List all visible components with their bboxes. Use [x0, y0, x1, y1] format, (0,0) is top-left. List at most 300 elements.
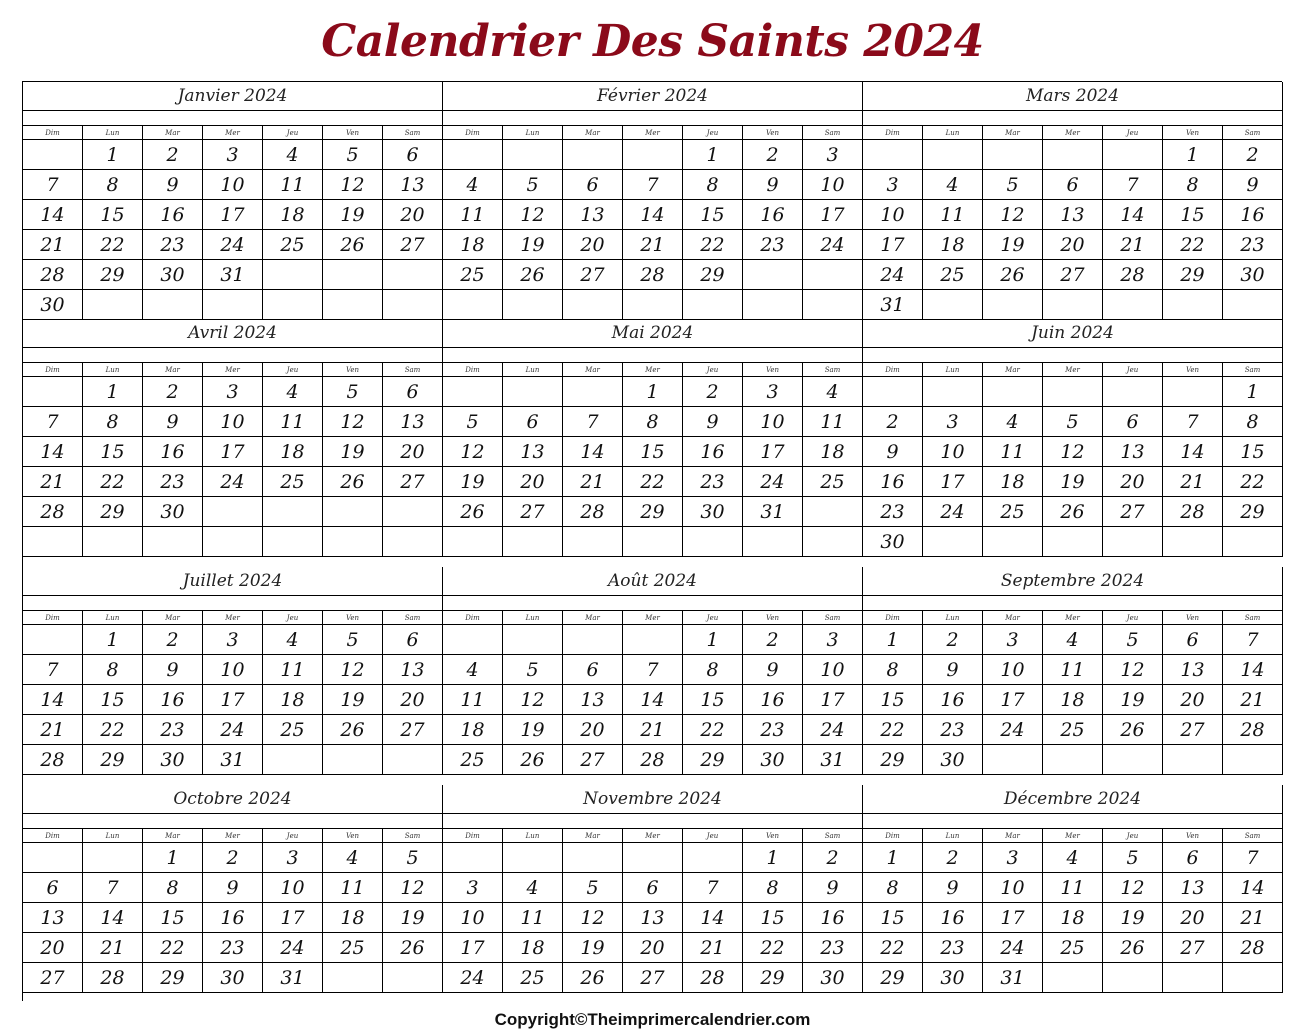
day-cell: 4 — [443, 170, 503, 200]
day-cell: 10 — [443, 903, 503, 933]
day-cell: 13 — [1163, 873, 1223, 903]
day-cell — [383, 260, 443, 290]
day-cell: 13 — [1103, 437, 1163, 467]
day-cell: 30 — [143, 497, 203, 527]
weekday-label: Sam — [803, 363, 863, 377]
day-cell: 12 — [323, 655, 383, 685]
day-cell — [743, 290, 803, 320]
weekday-row — [863, 829, 1283, 843]
day-cell: 22 — [143, 933, 203, 963]
day-cell: 6 — [563, 170, 623, 200]
day-cell: 7 — [1163, 407, 1223, 437]
day-cell: 4 — [263, 377, 323, 407]
day-cell: 31 — [863, 290, 923, 320]
day-cell: 24 — [923, 497, 983, 527]
day-cell — [503, 140, 563, 170]
day-cell: 19 — [383, 903, 443, 933]
day-cell: 19 — [983, 230, 1043, 260]
day-cell: 10 — [203, 407, 263, 437]
month-title: Septembre 2024 — [863, 567, 1283, 596]
weekday-label: Lun — [923, 126, 983, 140]
weekday-label: Mer — [623, 363, 683, 377]
day-cell: 5 — [443, 407, 503, 437]
day-cell: 9 — [1223, 170, 1283, 200]
weekday-label: Sam — [803, 126, 863, 140]
day-cell — [803, 527, 863, 557]
day-cell — [623, 527, 683, 557]
day-cell: 1 — [83, 625, 143, 655]
week-row — [443, 407, 863, 437]
weekday-row — [863, 126, 1283, 140]
day-cell: 13 — [563, 685, 623, 715]
week-row — [443, 290, 863, 320]
day-cell: 9 — [143, 170, 203, 200]
day-cell: 26 — [563, 963, 623, 993]
month-title: Avril 2024 — [23, 319, 443, 348]
day-cell: 4 — [443, 655, 503, 685]
day-cell: 28 — [1163, 497, 1223, 527]
day-cell: 15 — [863, 685, 923, 715]
day-cell — [23, 843, 83, 873]
day-cell: 23 — [143, 715, 203, 745]
week-row — [863, 527, 1283, 557]
day-cell — [263, 745, 323, 775]
day-cell: 6 — [383, 377, 443, 407]
week-row — [443, 625, 863, 655]
day-cell: 10 — [983, 655, 1043, 685]
day-cell: 18 — [263, 437, 323, 467]
weekday-label: Sam — [803, 611, 863, 625]
page-title: Calendrier Des Saints 2024 — [321, 16, 984, 67]
day-cell: 29 — [743, 963, 803, 993]
copyright-text: Copyright©Theimprimercalendrier.com — [494, 1010, 811, 1029]
weekday-label: Mar — [143, 363, 203, 377]
day-cell: 17 — [983, 685, 1043, 715]
day-cell: 10 — [803, 170, 863, 200]
day-cell: 17 — [743, 437, 803, 467]
day-cell: 20 — [1163, 903, 1223, 933]
day-cell: 11 — [263, 170, 323, 200]
day-cell: 7 — [623, 170, 683, 200]
day-cell: 13 — [563, 200, 623, 230]
day-cell: 21 — [1223, 903, 1283, 933]
week-row — [863, 655, 1283, 685]
day-cell: 3 — [983, 843, 1043, 873]
day-cell: 16 — [143, 685, 203, 715]
day-cell — [143, 290, 203, 320]
day-cell: 14 — [1163, 437, 1223, 467]
weekday-label: Lun — [503, 829, 563, 843]
day-cell — [263, 290, 323, 320]
day-cell: 15 — [863, 903, 923, 933]
day-cell — [563, 527, 623, 557]
weekday-label: Jeu — [263, 829, 323, 843]
day-cell: 13 — [383, 170, 443, 200]
day-cell: 19 — [563, 933, 623, 963]
day-cell: 20 — [563, 230, 623, 260]
day-cell: 23 — [743, 230, 803, 260]
day-cell — [323, 527, 383, 557]
month-title: Janvier 2024 — [23, 82, 443, 111]
month-title: Mars 2024 — [863, 82, 1283, 111]
day-cell: 7 — [83, 873, 143, 903]
day-cell: 13 — [23, 903, 83, 933]
day-cell: 4 — [503, 873, 563, 903]
day-cell: 19 — [1043, 467, 1103, 497]
day-cell: 15 — [683, 685, 743, 715]
weekday-label: Dim — [443, 611, 503, 625]
week-row — [23, 625, 443, 655]
day-cell: 25 — [983, 497, 1043, 527]
day-cell: 18 — [923, 230, 983, 260]
week-row — [443, 467, 863, 497]
day-cell: 13 — [383, 655, 443, 685]
day-cell: 23 — [203, 933, 263, 963]
week-row — [443, 933, 863, 963]
day-cell: 17 — [983, 903, 1043, 933]
weekday-row — [23, 363, 443, 377]
day-cell: 29 — [1223, 497, 1283, 527]
weekday-label: Lun — [503, 611, 563, 625]
day-cell: 22 — [743, 933, 803, 963]
day-cell — [83, 527, 143, 557]
month-spacer — [863, 111, 1283, 126]
day-cell: 10 — [983, 873, 1043, 903]
day-cell: 30 — [863, 527, 923, 557]
day-cell: 4 — [263, 140, 323, 170]
day-cell — [563, 377, 623, 407]
day-cell: 27 — [563, 745, 623, 775]
day-cell: 6 — [1163, 625, 1223, 655]
day-cell: 1 — [683, 625, 743, 655]
week-row — [443, 140, 863, 170]
day-cell — [1043, 527, 1103, 557]
day-cell: 13 — [1163, 655, 1223, 685]
day-cell: 31 — [263, 963, 323, 993]
day-cell: 18 — [443, 230, 503, 260]
weekday-row — [443, 611, 863, 625]
day-cell: 21 — [623, 230, 683, 260]
day-cell: 20 — [1043, 230, 1103, 260]
day-cell: 14 — [1223, 655, 1283, 685]
day-cell: 2 — [683, 377, 743, 407]
day-cell — [563, 290, 623, 320]
day-cell: 2 — [1223, 140, 1283, 170]
day-cell: 13 — [1043, 200, 1103, 230]
week-row — [23, 140, 443, 170]
day-cell — [623, 140, 683, 170]
day-cell: 23 — [863, 497, 923, 527]
day-cell: 16 — [863, 467, 923, 497]
day-cell — [1103, 745, 1163, 775]
day-cell: 13 — [623, 903, 683, 933]
week-row — [23, 873, 443, 903]
weekday-label: Lun — [923, 829, 983, 843]
day-cell: 5 — [323, 140, 383, 170]
day-cell: 26 — [1103, 715, 1163, 745]
week-row — [443, 903, 863, 933]
weekday-label: Lun — [503, 126, 563, 140]
day-cell: 29 — [683, 745, 743, 775]
week-row — [863, 873, 1283, 903]
weekday-label: Ven — [743, 126, 803, 140]
day-cell: 27 — [383, 467, 443, 497]
weekday-label: Dim — [443, 126, 503, 140]
weekday-label: Ven — [323, 126, 383, 140]
day-cell — [503, 843, 563, 873]
day-cell: 17 — [443, 933, 503, 963]
month-spacer — [863, 348, 1283, 363]
weekday-label: Mar — [143, 611, 203, 625]
day-cell: 14 — [683, 903, 743, 933]
day-cell: 30 — [1223, 260, 1283, 290]
day-cell: 14 — [563, 437, 623, 467]
day-cell — [743, 260, 803, 290]
day-cell — [503, 527, 563, 557]
day-cell: 30 — [803, 963, 863, 993]
weekday-label: Mar — [983, 829, 1043, 843]
day-cell: 30 — [923, 963, 983, 993]
weekday-label: Sam — [1223, 611, 1283, 625]
day-cell: 28 — [1223, 715, 1283, 745]
week-row — [863, 625, 1283, 655]
day-cell: 15 — [1163, 200, 1223, 230]
month-title: Juin 2024 — [863, 319, 1283, 348]
day-cell: 17 — [203, 685, 263, 715]
day-cell — [23, 377, 83, 407]
week-row — [23, 407, 443, 437]
day-cell: 24 — [203, 467, 263, 497]
day-cell: 21 — [1163, 467, 1223, 497]
day-cell: 26 — [1043, 497, 1103, 527]
day-cell: 17 — [803, 685, 863, 715]
week-row — [23, 260, 443, 290]
weekday-label: Jeu — [263, 363, 323, 377]
weekday-row — [443, 829, 863, 843]
weekday-label: Lun — [503, 363, 563, 377]
day-cell — [983, 527, 1043, 557]
day-cell: 10 — [923, 437, 983, 467]
day-cell: 22 — [683, 715, 743, 745]
weekday-label: Jeu — [683, 611, 743, 625]
weekday-label: Sam — [1223, 363, 1283, 377]
day-cell: 22 — [83, 467, 143, 497]
weekday-label: Jeu — [1103, 126, 1163, 140]
week-row — [443, 170, 863, 200]
day-cell: 1 — [743, 843, 803, 873]
weekday-row — [443, 126, 863, 140]
day-cell: 15 — [143, 903, 203, 933]
weekday-label: Ven — [743, 829, 803, 843]
week-row — [863, 843, 1283, 873]
day-cell: 22 — [863, 715, 923, 745]
day-cell — [263, 260, 323, 290]
day-cell: 9 — [743, 655, 803, 685]
calendar-grid — [22, 81, 1282, 1001]
weekday-label: Mar — [143, 829, 203, 843]
day-cell: 27 — [1163, 933, 1223, 963]
day-cell: 21 — [23, 467, 83, 497]
week-row — [443, 715, 863, 745]
weekday-label: Mer — [203, 363, 263, 377]
day-cell: 6 — [383, 625, 443, 655]
day-cell — [623, 843, 683, 873]
day-cell: 25 — [923, 260, 983, 290]
day-cell: 7 — [1103, 170, 1163, 200]
day-cell: 9 — [683, 407, 743, 437]
day-cell — [863, 140, 923, 170]
day-cell: 25 — [263, 467, 323, 497]
day-cell: 19 — [323, 200, 383, 230]
weekday-label: Sam — [383, 611, 443, 625]
day-cell: 16 — [743, 200, 803, 230]
month-spacer — [23, 596, 443, 611]
day-cell: 8 — [863, 655, 923, 685]
weekday-label: Sam — [383, 829, 443, 843]
day-cell: 27 — [1163, 715, 1223, 745]
day-cell — [323, 497, 383, 527]
day-cell: 26 — [983, 260, 1043, 290]
day-cell: 5 — [383, 843, 443, 873]
day-cell: 21 — [563, 467, 623, 497]
day-cell: 30 — [143, 745, 203, 775]
day-cell: 15 — [623, 437, 683, 467]
week-row — [863, 437, 1283, 467]
day-cell: 13 — [503, 437, 563, 467]
day-cell: 5 — [323, 377, 383, 407]
day-cell: 26 — [1103, 933, 1163, 963]
day-cell: 28 — [23, 260, 83, 290]
week-row — [863, 685, 1283, 715]
day-cell — [443, 625, 503, 655]
weekday-label: Mar — [563, 829, 623, 843]
weekday-label: Mer — [623, 611, 683, 625]
day-cell: 1 — [863, 625, 923, 655]
weekday-label: Ven — [1163, 611, 1223, 625]
day-cell: 23 — [803, 933, 863, 963]
month-title: Mai 2024 — [443, 319, 863, 348]
day-cell: 8 — [623, 407, 683, 437]
weekday-label: Mer — [1043, 611, 1103, 625]
week-row — [863, 170, 1283, 200]
day-cell: 10 — [263, 873, 323, 903]
day-cell: 1 — [1163, 140, 1223, 170]
week-row — [443, 437, 863, 467]
weekday-label: Dim — [23, 611, 83, 625]
day-cell — [563, 625, 623, 655]
day-cell: 9 — [803, 873, 863, 903]
day-cell: 2 — [743, 625, 803, 655]
week-row — [23, 963, 443, 993]
weekday-label: Mer — [1043, 363, 1103, 377]
day-cell: 2 — [743, 140, 803, 170]
day-cell: 1 — [683, 140, 743, 170]
day-cell — [1103, 963, 1163, 993]
day-cell: 11 — [923, 200, 983, 230]
weekday-label: Jeu — [263, 126, 323, 140]
weekday-label: Mer — [1043, 829, 1103, 843]
weekday-label: Mar — [143, 126, 203, 140]
day-cell: 18 — [443, 715, 503, 745]
day-cell: 14 — [1223, 873, 1283, 903]
day-cell: 28 — [623, 260, 683, 290]
day-cell: 19 — [1103, 903, 1163, 933]
day-cell: 29 — [83, 745, 143, 775]
day-cell: 29 — [623, 497, 683, 527]
month-spacer — [443, 111, 863, 126]
weekday-label: Ven — [743, 363, 803, 377]
week-row — [863, 715, 1283, 745]
day-cell: 10 — [803, 655, 863, 685]
week-row — [443, 527, 863, 557]
day-cell — [443, 140, 503, 170]
day-cell: 23 — [683, 467, 743, 497]
day-cell: 23 — [923, 715, 983, 745]
day-cell — [743, 527, 803, 557]
day-cell: 8 — [863, 873, 923, 903]
day-cell: 11 — [1043, 655, 1103, 685]
day-cell: 25 — [263, 715, 323, 745]
month-spacer — [23, 814, 443, 829]
week-row — [23, 437, 443, 467]
day-cell — [1223, 963, 1283, 993]
day-cell: 9 — [923, 655, 983, 685]
day-cell: 22 — [1223, 467, 1283, 497]
day-cell: 23 — [923, 933, 983, 963]
day-cell: 12 — [323, 170, 383, 200]
day-cell: 11 — [983, 437, 1043, 467]
day-cell — [803, 260, 863, 290]
weekday-label: Lun — [923, 363, 983, 377]
day-cell: 9 — [143, 655, 203, 685]
weekday-label: Mer — [1043, 126, 1103, 140]
weekday-label: Sam — [383, 363, 443, 377]
day-cell: 25 — [263, 230, 323, 260]
day-cell: 4 — [803, 377, 863, 407]
day-cell: 8 — [83, 407, 143, 437]
day-cell: 27 — [23, 963, 83, 993]
day-cell — [83, 843, 143, 873]
day-cell: 11 — [503, 903, 563, 933]
day-cell: 3 — [923, 407, 983, 437]
day-cell — [983, 745, 1043, 775]
day-cell: 9 — [143, 407, 203, 437]
day-cell — [1163, 745, 1223, 775]
week-row — [23, 685, 443, 715]
day-cell — [1103, 290, 1163, 320]
day-cell: 4 — [263, 625, 323, 655]
day-cell: 28 — [683, 963, 743, 993]
day-cell: 29 — [83, 260, 143, 290]
day-cell: 15 — [683, 200, 743, 230]
day-cell: 18 — [263, 200, 323, 230]
day-cell: 30 — [923, 745, 983, 775]
week-row — [23, 843, 443, 873]
week-row — [863, 290, 1283, 320]
weekday-label: Jeu — [683, 829, 743, 843]
day-cell — [803, 290, 863, 320]
week-row — [443, 685, 863, 715]
week-row — [443, 655, 863, 685]
day-cell — [1163, 963, 1223, 993]
month-spacer — [23, 111, 443, 126]
day-cell: 18 — [983, 467, 1043, 497]
day-cell: 18 — [503, 933, 563, 963]
day-cell: 11 — [1043, 873, 1103, 903]
day-cell: 8 — [83, 655, 143, 685]
day-cell: 26 — [383, 933, 443, 963]
weekday-label: Ven — [323, 363, 383, 377]
